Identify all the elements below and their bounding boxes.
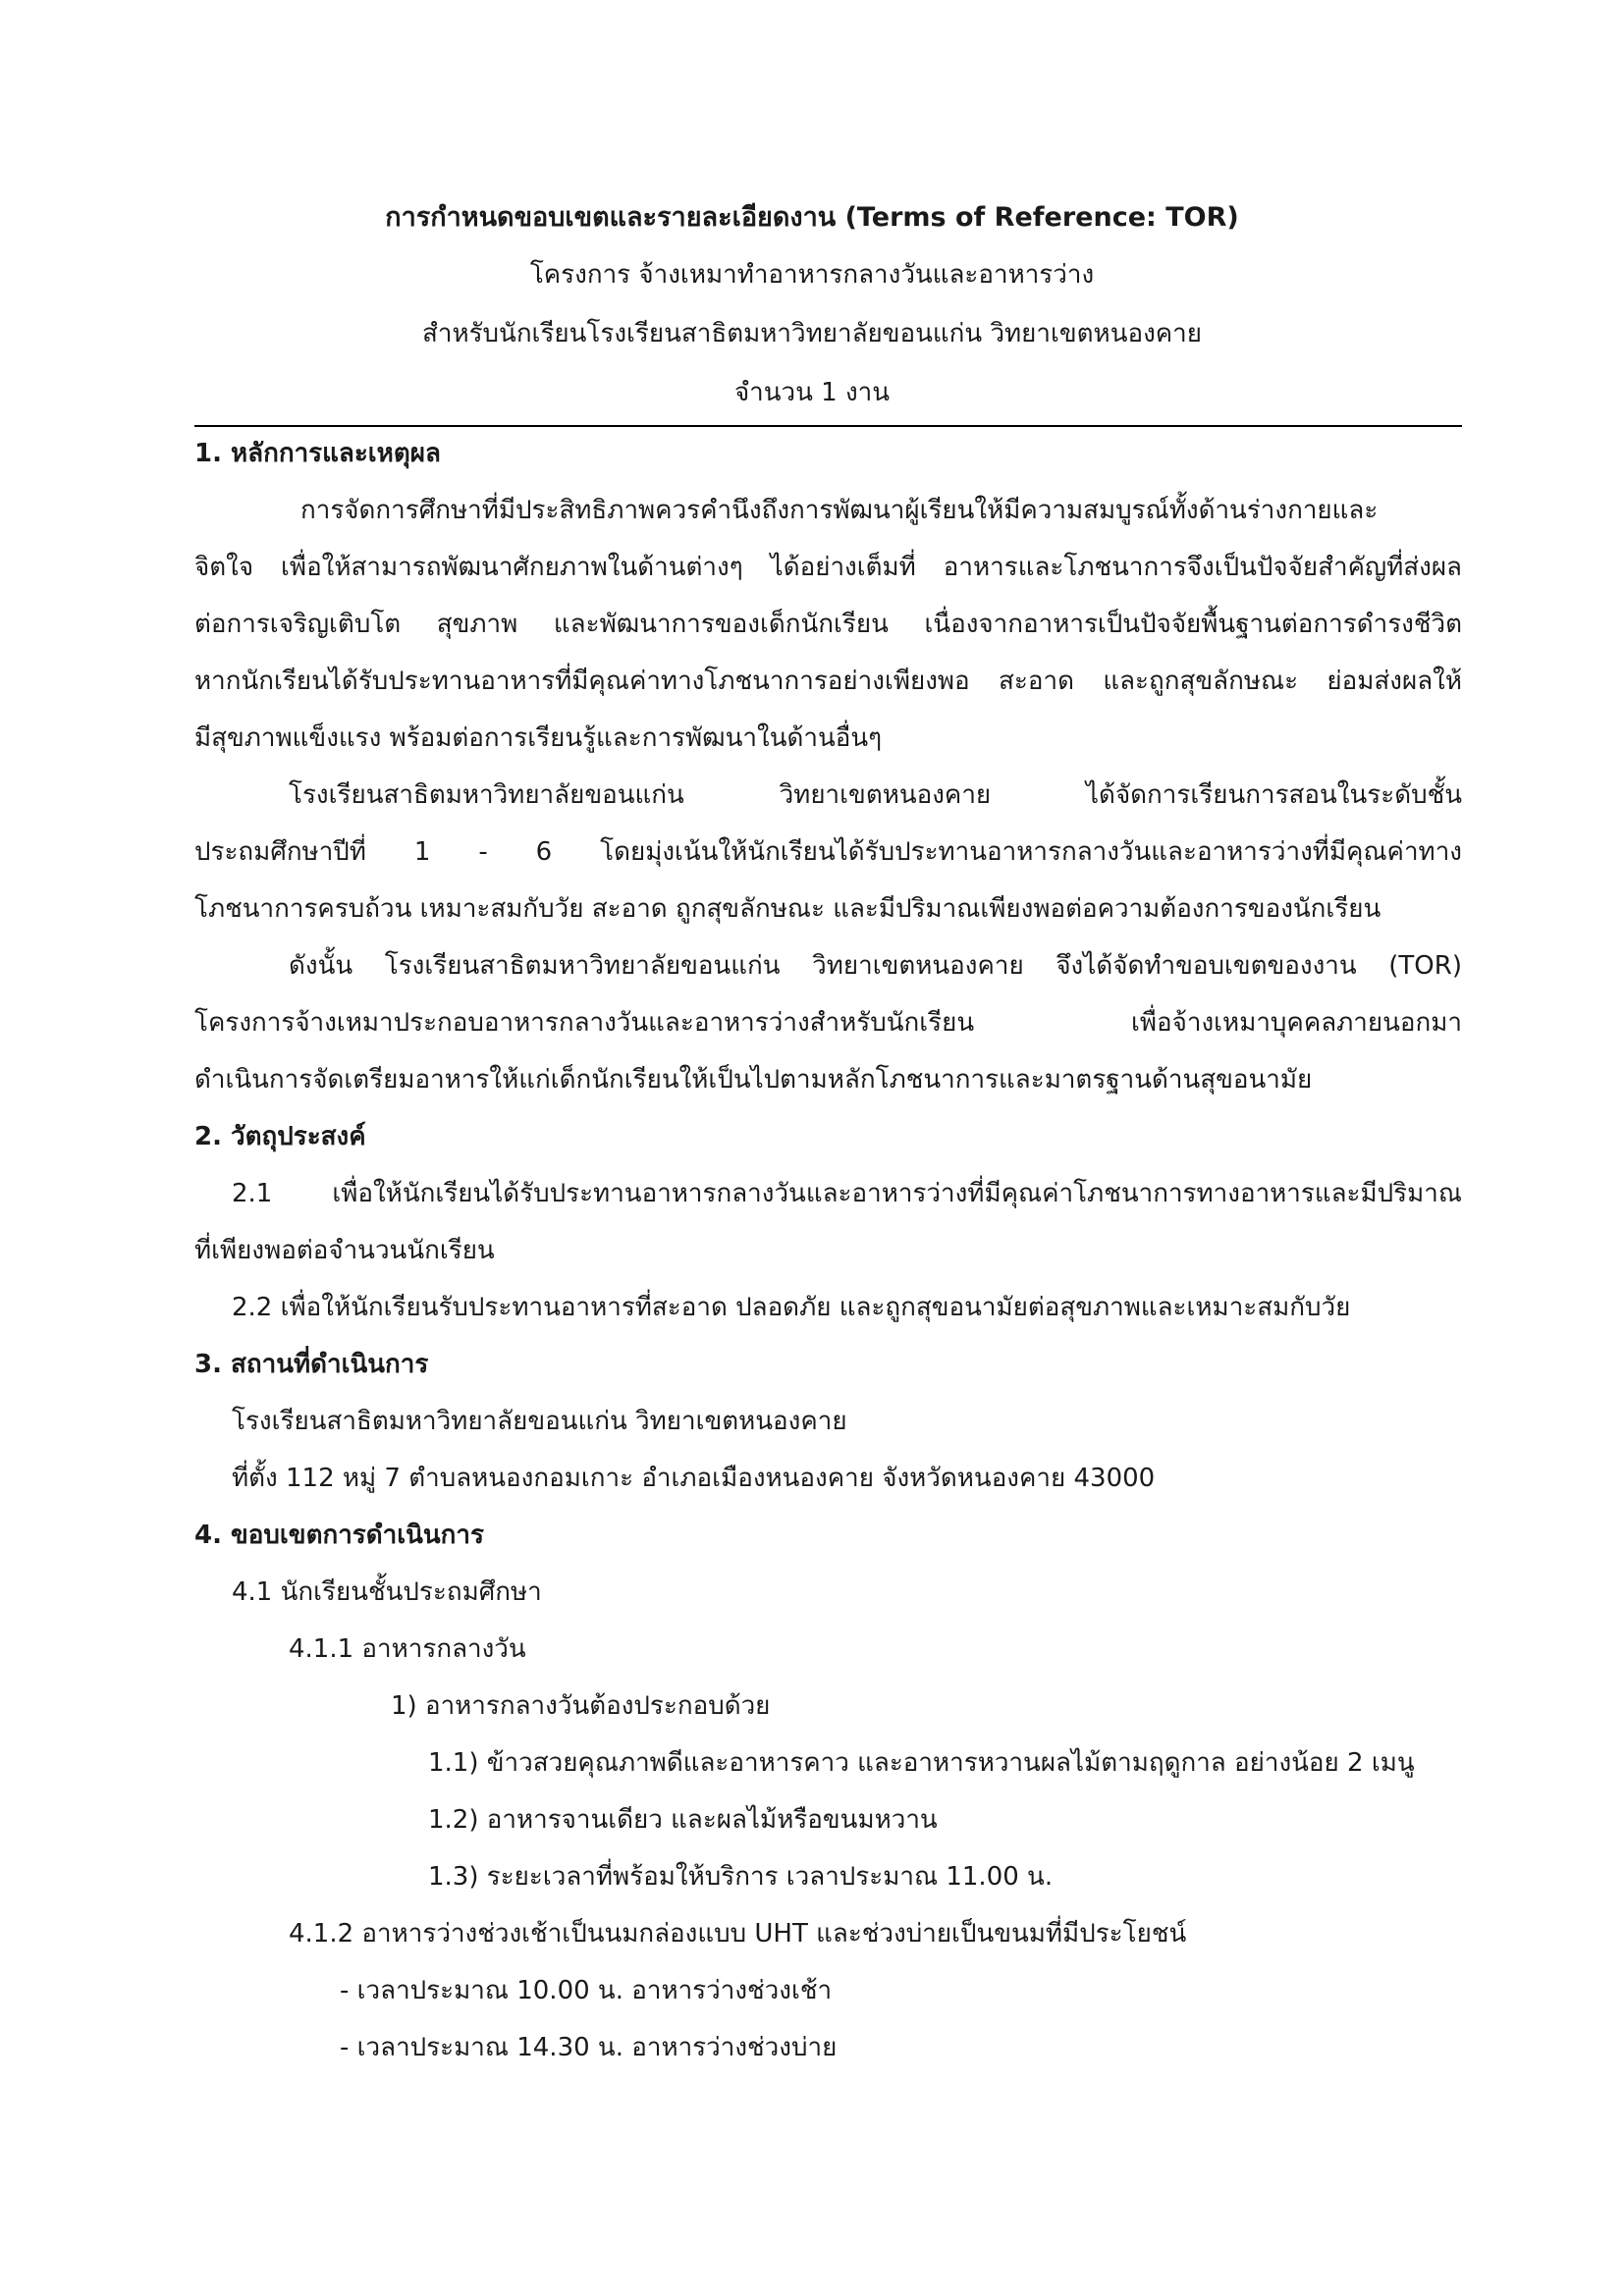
paragraph-line: จิตใจ เพื่อให้สามารถพัฒนาศักยภาพในด้านต่างๆ ได้อย่างเต็มที่ อาหารและโภชนาการจึงเป็นปัจจัยสำคัญที่ส่งผล bbox=[194, 553, 1462, 582]
paragraph-line: ดังนั้น โรงเรียนสาธิตมหาวิทยาลัยขอนแก่น วิทยาเขตหนองคาย จึงได้จัดทำขอบเขตของงาน (TOR) bbox=[289, 951, 1462, 981]
scope-item: 4.1.2 อาหารว่างช่วงเช้าเป็นนมกล่องแบบ UHT และช่วงบ่ายเป็นขนมที่มีประโยชน์ bbox=[289, 1919, 1187, 1949]
location-name: โรงเรียนสาธิตมหาวิทยาลัยขอนแก่น วิทยาเขตหนองคาย bbox=[232, 1407, 847, 1436]
paragraph-line: โครงการจ้างเหมาประกอบอาหารกลางวันและอาหารว่างสำหรับนักเรียน เพื่อจ้างเหมาบุคคลภายนอกมา bbox=[194, 1008, 1462, 1038]
paragraph-line: การจัดการศึกษาที่มีประสิทธิภาพควรคำนึงถึงการพัฒนาผู้เรียนให้มีความสมบูรณ์ทั้งด้านร่างกายและ bbox=[300, 496, 1379, 525]
paragraph-line: โรงเรียนสาธิตมหาวิทยาลัยขอนแก่น วิทยาเขตหนองคาย ได้จัดการเรียนการสอนในระดับชั้น bbox=[289, 780, 1462, 810]
scope-item: 1.1) ข้าวสวยคุณภาพดีและอาหารคาว และอาหารหวานผลไม้ตามฤดูกาล อย่างน้อย 2 เมนู bbox=[428, 1748, 1415, 1778]
project-target: สำหรับนักเรียนโรงเรียนสาธิตมหาวิทยาลัยขอนแก่น วิทยาเขตหนองคาย bbox=[421, 319, 1203, 348]
section-4-heading: 4. ขอบเขตการดำเนินการ bbox=[194, 1521, 484, 1550]
scope-item: - เวลาประมาณ 14.30 น. อาหารว่างช่วงบ่าย bbox=[340, 2033, 838, 2062]
section-2-heading: 2. วัตถุประสงค์ bbox=[194, 1122, 366, 1151]
scope-item: 1.2) อาหารจานเดียว และผลไม้หรือขนมหวาน bbox=[428, 1805, 938, 1835]
scope-item: 4.1.1 อาหารกลางวัน bbox=[289, 1634, 526, 1664]
location-address: ที่ตั้ง 112 หมู่ 7 ตำบลหนองกอมเกาะ อำเภอเมืองหนองคาย จังหวัดหนองคาย 43000 bbox=[232, 1464, 1156, 1493]
objective-line: 2.1 เพื่อให้นักเรียนได้รับประทานอาหารกลางวันและอาหารว่างที่มีคุณค่าโภชนาการทางอาหารและมีปริมาณ bbox=[232, 1179, 1462, 1208]
paragraph-line: ดำเนินการจัดเตรียมอาหารให้แก่เด็กนักเรียนให้เป็นไปตามหลักโภชนาการและมาตรฐานด้านสุขอนามัย bbox=[194, 1065, 1313, 1095]
project-quantity: จำนวน 1 งาน bbox=[733, 378, 891, 407]
document-title: การกำหนดขอบเขตและรายละเอียดงาน (Terms of Reference: TOR) bbox=[385, 202, 1239, 233]
header-divider bbox=[194, 425, 1462, 427]
scope-item: 1.3) ระยะเวลาที่พร้อมให้บริการ เวลาประมาณ 11.00 น. bbox=[428, 1862, 1054, 1892]
paragraph-line: มีสุขภาพแข็งแรง พร้อมต่อการเรียนรู้และการพัฒนาในด้านอื่นๆ bbox=[194, 723, 883, 753]
paragraph-line: โภชนาการครบถ้วน เหมาะสมกับวัย สะอาด ถูกสุขลักษณะ และมีปริมาณเพียงพอต่อความต้องการของนักเรียน bbox=[194, 894, 1381, 924]
section-1-heading: 1. หลักการและเหตุผล bbox=[194, 439, 441, 468]
scope-item: - เวลาประมาณ 10.00 น. อาหารว่างช่วงเช้า bbox=[340, 1976, 833, 2005]
objective-line: ที่เพียงพอต่อจำนวนนักเรียน bbox=[194, 1236, 495, 1265]
section-3-heading: 3. สถานที่ดำเนินการ bbox=[194, 1350, 429, 1379]
paragraph-line: หากนักเรียนได้รับประทานอาหารที่มีคุณค่าทางโภชนาการอย่างเพียงพอ สะอาด และถูกสุขลักษณะ ย่อมส่งผลให้ bbox=[194, 667, 1462, 696]
objective-line: 2.2 เพื่อให้นักเรียนรับประทานอาหารที่สะอาด ปลอดภัย และถูกสุขอนามัยต่อสุขภาพและเหมาะสมกับวัย bbox=[232, 1293, 1351, 1322]
project-name: โครงการ จ้างเหมาทำอาหารกลางวันและอาหารว่าง bbox=[529, 260, 1095, 290]
paragraph-line: ต่อการเจริญเติบโต สุขภาพ และพัฒนาการของเด็กนักเรียน เนื่องจากอาหารเป็นปัจจัยพื้นฐานต่อการดำรงชีวิต bbox=[194, 610, 1462, 639]
scope-item: 1) อาหารกลางวันต้องประกอบด้วย bbox=[391, 1691, 771, 1721]
paragraph-line: ประถมศึกษาปีที่ 1 - 6 โดยมุ่งเน้นให้นักเรียนได้รับประทานอาหารกลางวันและอาหารว่างที่มีคุณค่าทาง bbox=[194, 837, 1462, 867]
scope-item: 4.1 นักเรียนชั้นประถมศึกษา bbox=[232, 1577, 542, 1607]
